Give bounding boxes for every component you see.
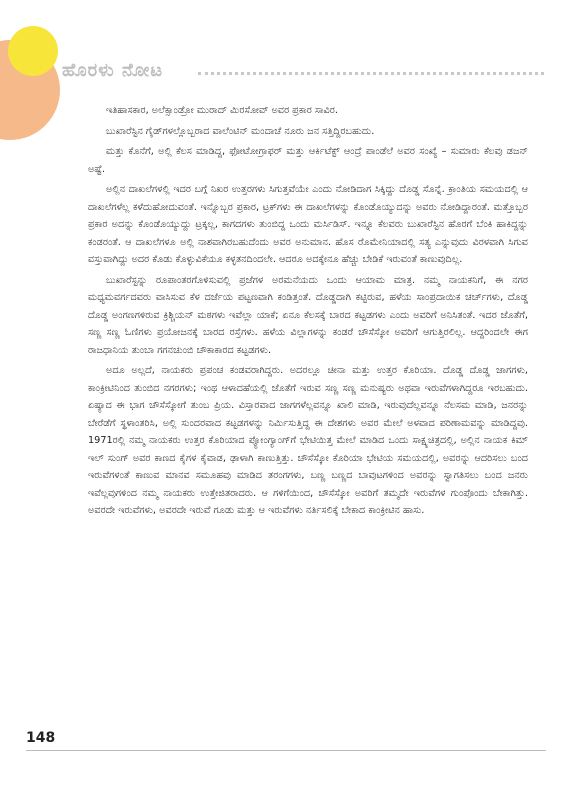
paragraph: ಅಲ್ಲಿನ ದಾಖಲೆಗಳಲ್ಲಿ ಇದರ ಬಗ್ಗೆ ನಿಖರ ಉತ್ತರಗಳು ಸಿಗುತ್ತವೆಯೇ ಎಂದು ನೋಡಿದಾಗ ಸಿಕ್ಕಿದ್ದು ದೊಡ್ಡ ಸೊನ್ನೆ. ಕ್ರಾಂತಿಯ ಸಮಯದಲ್ಲಿ ಆ ದಾಖಲೆಗಳೆಲ್ಲ ಕಳೆದುಹೋದುವಂತೆ. ಇನ್ನೊಬ್ಬರ ಪ್ರಕಾರ, ಟ್ರಕ್‌ಗಳು ಈ ದಾಖಲೆಗಳನ್ನು ಕೊಂಡೊಯ್ಯುದನ್ನು ಅವರು ನೋಡಿದ್ದಾರಂತೆ. ಮತ್ತೊಬ್ಬರ ಪ್ರಕಾರ ಅದನ್ನು ಕೊಂಡೊಯ್ಯುದ್ದು ಟ್ರಕ್ಕಲ್ಲ, ಕಾಗದಗಳು ತುಂಬಿದ್ದ ಒಂದು ಮರ್ಸಿಡಿಸ್. ಇನ್ನೂ ಕೆಲವರು ಬುಖಾರೆಸ್ಟಿನ ಹೊರಗೆ ಬೆಂಕಿ ಹಾಕಿದ್ದನ್ನು ಕಂಡರಂತೆ. ಆ ದಾಖಲೆಗಳೂ ಅಲ್ಲಿ ನಾಶವಾಗಿರಬಹುದೆಂದು ಅವರ ಅನುಮಾನ. ಹೊಸ ರೊಮೇನಿಯಾದಲ್ಲಿ ಸತ್ಯ ಎನ್ನುವುದು ವಿರಳವಾಗಿ ಸಿಗುವ ವಸ್ತುವಾಗಿದ್ದು ಅದರ ಕೊಡು ಕೊಳ್ಳುವಿಕೆಯೂ ಕಳ್ಳತನದಿಂದಲೇ. ಆದರೂ ಅದಕ್ಕೇನೂ ಹೆಚ್ಚು ಬೇಡಿಕೆ ಇರುವಂತೆ ಕಾಣುವುದಿಲ್ಲ.: [88, 184, 528, 265]
article-body: [88, 102, 528, 523]
paragraph: ಬುಖಾರೆಸ್ಟಿನ ಗೈಡ್‌ಗಳಲ್ಲೊಬ್ಬರಾದ ವಾಲೆಂಟಿನ್ ಮಂದಾಚೆ ನೂರು ಜನ ಸತ್ತಿದ್ದಿರಬಹುದು.: [106, 125, 375, 137]
page-number: 148: [26, 730, 56, 746]
paragraph: ಮತ್ತು ಕೊನೆಗೆ, ಅಲ್ಲಿ ಕೆಲಸ ಮಾಡಿದ್ದ, ಫೋಟೋಗ್ರಾಫರ್ ಮತ್ತು ಆರ್ಕಿಟೆಕ್ಟ್ ಆಂದ್ರೆ ಪಾಂಡೆಲೆ ಅವರ ಸಂಖ್ಯೆ – ಸುಮಾರು ಕೆಲವು ಡಜನ್ ಅಷ್ಟೆ.: [88, 146, 528, 175]
paragraph: ಅದೂ ಅಲ್ಲದೆ, ನಾಯಕರು ಪ್ರಪಂಚ ಕಂಡವರಾಗಿದ್ದರು. ಅದರಲ್ಲೂ ಚೀನಾ ಮತ್ತು ಉತ್ತರ ಕೊರಿಯಾ. ದೊಡ್ಡ ದೊಡ್ಡ ಜಾಗಗಳು, ಕಾಂಕ್ರೀಟಿನಿಂದ ತುಂಬಿದ ನಗರಗಳು; ಇಂಥ ಆಳಾದಹೆಯಲ್ಲಿ ಜೊತೆಗೆ ಇರುವ ಸಣ್ಣ ಸಣ್ಣ ಮನುಷ್ಯರು ಅಥವಾ ಇರುವೆಗಳಾಗಿದ್ದರೂ ಇರಬಹುದು. ಏಷ್ಯಾದ ಈ ಭಾಗ ಚೌಸೆಸ್ಕೋಗೆ ತುಂಬ ಪ್ರಿಯ. ವಿಸ್ತಾರವಾದ ಜಾಗಗಳೆಲ್ಲವನ್ನೂ ಖಾಲಿ ಮಾಡಿ, ಇರುವುದೆಲ್ಲವನ್ನೂ ನೆಲಸಮ ಮಾಡಿ, ಜನರನ್ನು ಬೇರೆಡೆಗೆ ಸ್ಥಳಾಂತರಿಸಿ, ಅಲ್ಲಿ ಸುಂದರವಾದ ಕಟ್ಟಡಗಳನ್ನು ನಿರ್ಮಿಸುತ್ತಿದ್ದ ಈ ದೇಶಗಳು ಅವರ ಮೇಲೆ ಅಳವಾದ ಪರಿಣಾಮವನ್ನು ಮಾಡಿದ್ದವು. 1971ರಲ್ಲಿ ನಮ್ಮ ನಾಯಕರು ಉತ್ತರ ಕೊರಿಯಾದ ಪ್ಯೋಂಗ್ಯಾಂಗ್‌ಗೆ ಭೇಟಿಯಿತ್ತ ಮೇಲೆ ಮಾಡಿದ ಒಂದು ಸಾಕ್ಷ್ಯಚಿತ್ರದಲ್ಲಿ, ಅಲ್ಲಿನ ನಾಯಕ ಕಿಮ್ ಇಲ್ ಸುಂಗ್ ಅವರ ಕಾಣದ ಕೈಗಳ ಕೈವಾಡ, ಢಾಳಾಗಿ ಕಾಣುತ್ತಿತ್ತು. ಚೌಸೆಸ್ಕೋ ಕೊರಿಯಾ ಭೇಟಿಯ ಸಮಯದಲ್ಲಿ, ಅವರನ್ನು ಆದರಿಸಲು ಬಂದ ಇರುವೆಗಳಂತೆ ಕಾಣುವ ಮಾನವ ಸಮೂಹವು ಮಾಡಿದ ತರಂಗಗಳು, ಬಣ್ಣ ಬಣ್ಣದ ಬಾವುಟಗಳಿಂದ ಅವರನ್ನು ಸ್ವಾಗತಿಸಲು ಬಂದ ಜನರು ಇವೆಲ್ಲವುಗಳಿಂದ ನಮ್ಮ ನಾಯಕರು ಉತ್ತೇಜಿತರಾದರು. ಆ ಗಳಿಗೆಯಿಂದ, ಚೌಸೆಸ್ಕೋ ಅವರಿಗೆ ತಮ್ಮದೇ ಇರುವೆಗಳ ಗುಂಪೊಂದು ಬೇಕಾಗಿತ್ತು. ಅವರದೇ ಇರುವೆಗಳು, ಅವರದೇ ಇರುವೆ ಗೂಡು ಮತ್ತು ಆ ಇರುವೆಗಳು ನರ್ತಿಸಲಿಕ್ಕೆ ಬೇಕಾದ ಕಾಂಕ್ರೀಟಿನ ಹಾಸು.: [88, 365, 528, 516]
header-dotted-divider: [198, 72, 544, 75]
decorative-yellow-circle: [8, 26, 58, 76]
paragraph: ಬುಖಾರೆಸ್ಟನ್ನು ರೂಪಾಂತರಗೊಳಿಸುವಲ್ಲಿ ಪ್ರಜೆಗಳ ಅರಮನೆಯದು ಒಂದು ಆಯಾಮ ಮಾತ್ರ. ನಮ್ಮ ನಾಯಕನಿಗೆ, ಈ ನಗರ ಮಧ್ಯಮವರ್ಗದವರು ವಾಸಿಸುವ ಕೆಳ ದರ್ಜೆಯ ಪಟ್ಟಣವಾಗಿ ಕಂಡಿತ್ತಂತೆ. ದೊಡ್ಡದಾಗಿ ಕಟ್ಟಿರುವ, ಹಳೆಯ ಸಾಂಪ್ರದಾಯಿಕ ಚರ್ಚ್‌ಗಳು, ದೊಡ್ಡ ದೊಡ್ಡ ಅಂಗಣಗಳಿರುವ ಕ್ರಿಶ್ಚಿಯನ್ ಮಠಗಳು ಇವೆಲ್ಲಾ ಯಾಕೆ; ಏನೂ ಕೆಲಸಕ್ಕೆ ಬಾರದ ಕಟ್ಟಡಗಳು ಎಂದು ಅವರಿಗೆ ಅನಿಸಿತಂತೆ. ಇದರ ಜೊತೆಗೆ, ಸಣ್ಣ ಸಣ್ಣ ಓಣಿಗಳು ಪ್ರಯೋಜನಕ್ಕೆ ಬಾರದ ರಸ್ತೆಗಳು. ಹಳೆಯ ವಿಲ್ಲಾಗಳನ್ನು ಕಂಡರೆ ಚೌಸೆಸ್ಕೋ ಅವರಿಗೆ ಆಗುತ್ತಿರಲಿಲ್ಲ. ಆದ್ದರಿಂದಲೇ ಈಗ ರಾಜಧಾನಿಯ ತುಂಬಾ ಗಗನಚುಂಬಿ ಚೌಕಾಕಾರದ ಕಟ್ಟಡಗಳು.: [88, 274, 528, 356]
section-header-title: ಹೊರಳು ನೋಟ: [62, 60, 164, 81]
footer-divider: [26, 750, 546, 751]
paragraph: ಇತಿಹಾಸಕಾರ, ಅಲೆಕ್ಸಾಂಡ್ರೋ ಮುರಾದ್ ಮಿರಸೋವ್ ಅವರ ಪ್ರಕಾರ ಸಾವಿರ.: [106, 105, 338, 116]
